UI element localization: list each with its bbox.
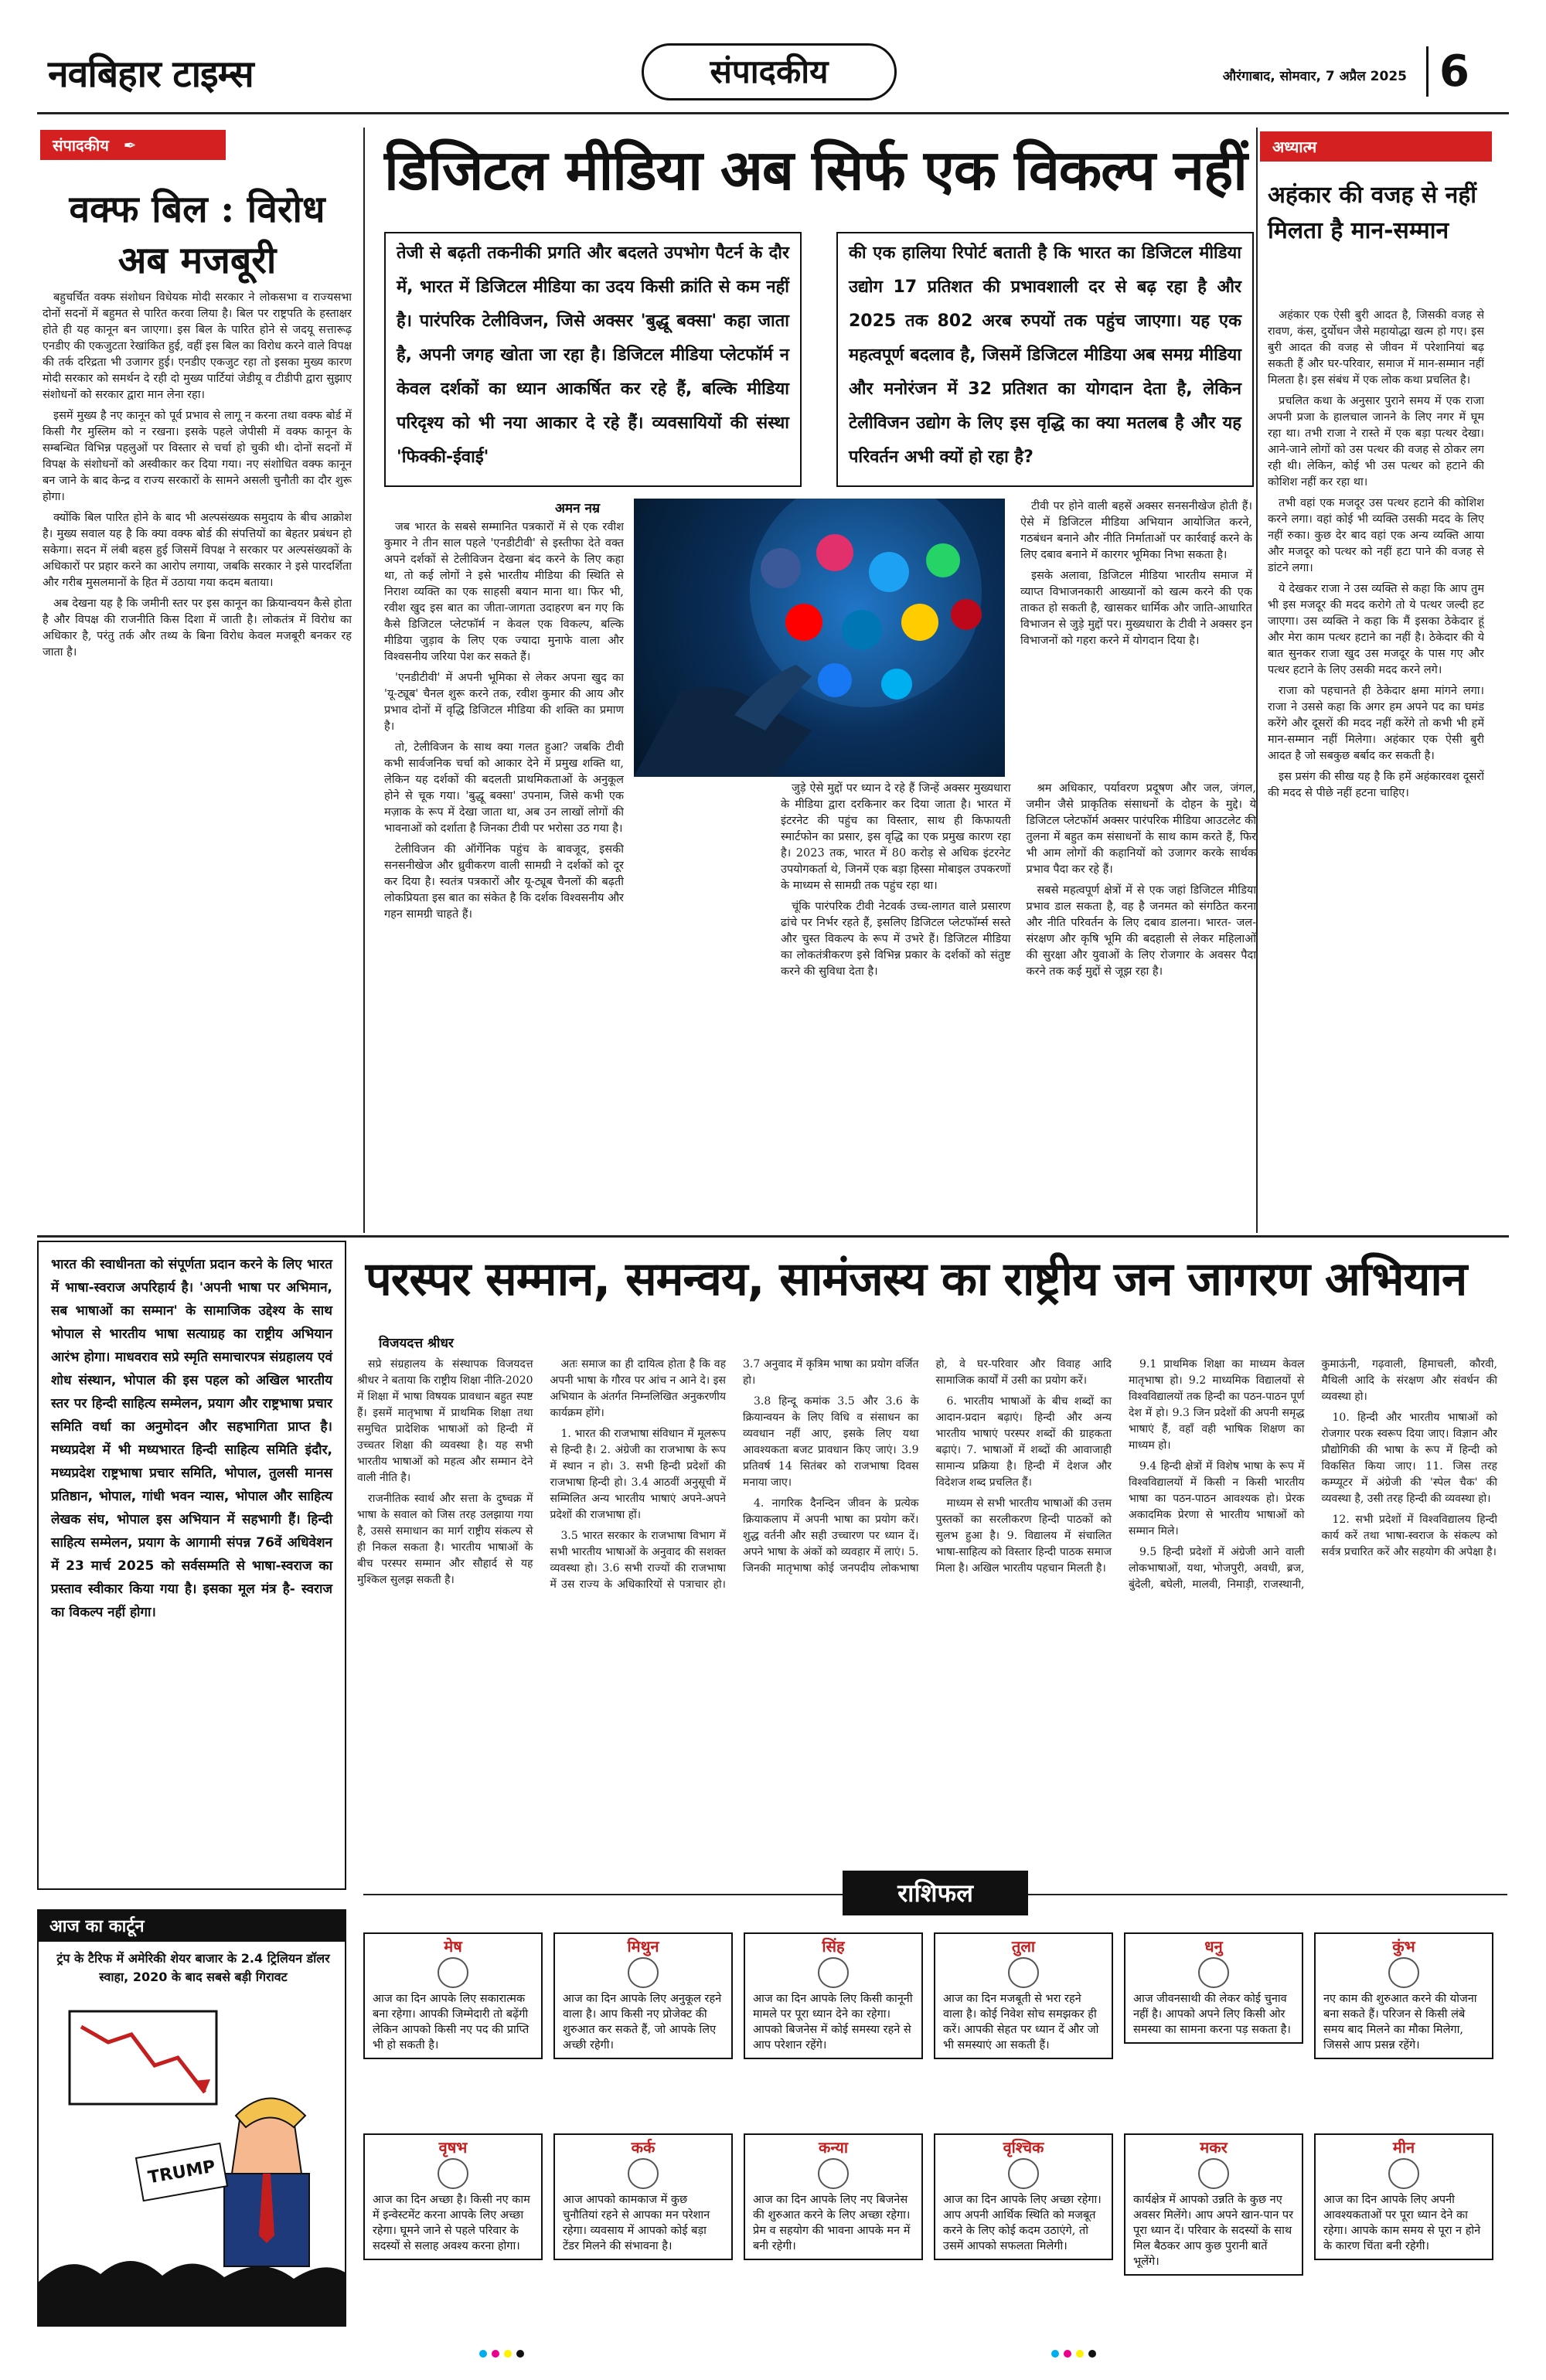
newspaper-name: नवबिहार टाइम्स	[48, 53, 254, 96]
story2-paragraph: माध्यम से सभी भारतीय भाषाओं की उत्तम पुस्तकों का सरलीकरण हिन्दी पाठकों को सुलभ हुआ है। 9. विद्यालय में संचालित भाषा-साहित्य को विस्तार हिन्दी पाठक समाज मिला है। अखिल भारतीय पहचान मिलती है।	[935, 1497, 1112, 1575]
section-title: संपादकीय	[642, 43, 897, 100]
lead-column-1	[384, 519, 624, 1231]
sign-name: मिथुन	[627, 1937, 659, 1956]
lead-paragraph: श्रम अधिकार, पर्यावरण प्रदूषण और जल, जंगल, जमीन जैसे प्राकृतिक संसाधनों के दोहन के मुद्दे। ये डिजिटल प्लेटफॉर्म अक्सर पारंपरिक मीडिया आउटलेट की तुलना में बहुत कम संसाधनों के साथ काम करते हैं, फिर भी आम लोगों की कहानियों को उजागर करके सार्थक प्रभाव पैदा कर रहे हैं।	[1026, 782, 1256, 876]
leo-icon	[818, 1957, 849, 1988]
sign-name: सिंह	[822, 1937, 845, 1956]
story2-body	[357, 1357, 1497, 1929]
cartoon-illustration	[39, 1942, 346, 2327]
rashifal-card-mithun	[553, 1932, 733, 2059]
lead-intro-right: की एक हालिया रिपोर्ट बताती है कि भारत का डिजिटल मीडिया उद्योग 17 प्रतिशत की प्रभावशाली दर से बढ़ रहा है और 2025 तक 802 अरब रुपयों तक पहुंच जाएगा। यह एक महत्वपूर्ण बदलाव है, जिसमें डिजिटल मीडिया अब समग्र मीडिया और मनोरंजन में 32 प्रतिशत का योगदान देता है, लेकिन टेलीविजन उद्योग के लिए इस वृद्धि का क्या मतलब है और यह परिवर्तन अभी क्यों हो रहा है?	[836, 232, 1254, 487]
rashifal-card-meen	[1314, 2133, 1493, 2260]
story2-paragraph: 9.5 हिन्दी प्रदेशों में अंग्रेजी आने वाली लोकभाषाओं, यथा, भोजपुरी, अवधी, ब्रज, बुंदेली, बघेली, मालवी, निमाड़ी, राजस्थानी, कुमाऊंनी, गढ़वाली, हिमाचली, कौरवी, मैथिली आदि के संरक्षण और संवर्धन की व्यवस्था हो।	[1129, 1358, 1497, 1591]
adhyatm-paragraph: राजा को पहचानते ही ठेकेदार क्षमा मांगने लगा। राजा ने उससे कहा कि अगर हम अपने पद का घमंड करेंगे और दूसरों की मदद नहीं करेंगे तो कभी भी हमें मान-सम्मान नहीं मिलेगा। अहंकार एक ऐसी बुरी आदत है जो सबकुछ बर्बाद कर सकती है।	[1268, 685, 1484, 762]
editorial-label-text: संपादकीय	[53, 136, 109, 155]
lead-headline: डिजिटल मीडिया अब सिर्फ एक विकल्प नहीं	[384, 138, 1247, 203]
editorial-paragraph: क्योंकि बिल पारित होने के बाद भी अल्पसंख्यक समुदाय के बीच आक्रोश है। मुख्य सवाल यह है कि क्या वक्फ बोर्ड की संपत्तियों का बेहतर प्रबंधन हो सकेगा। सदन में लंबी बहस हुई जिसमें विपक्ष ने सरकार पर अल्पसंख्यकों के अधिकारों पर प्रहार करने का आरोप लगाया, जबकि सरकार ने इसे पारदर्शिता और गरीब मुसलमानों के हित में उठाया गया कदम बताया।	[43, 512, 352, 589]
capricorn-icon	[1198, 2158, 1229, 2189]
lead-paragraph: टेलीविजन की ऑर्गेनिक पहुंच के बावजूद, इसकी सनसनीखेज और ध्रुवीकरण वाली सामग्री ने दर्शकों को दूर कर दिया है। स्वतंत्र पत्रकारों और यू-ट्यूब चैनलों की बढ़ती लोकप्रियता इस बात का संकेत है कि दर्शक विश्वसनीय और गहन सामग्री चाहते हैं।	[384, 843, 624, 921]
rashifal-card-dhanu	[1124, 1932, 1303, 2044]
sign-text: आज आपको कामकाज में कुछ चुनौतियां रहने से आपका मन परेशान रहेगा। व्यवसाय में आपको कोई बड़ा टेंडर मिलने की संभावना है।	[563, 2194, 710, 2252]
registration-dot	[516, 2350, 524, 2358]
story2-byline: विजयदत्त श्रीधर	[379, 1336, 454, 1351]
sign-text: आज का दिन अच्छा है। किसी नए काम में इन्वेस्टमेंट करना आपके लिए अच्छा रहेगा। घूमने जाने से पहले परिवार के सदस्यों से सलाह अवश्य करना होगा।	[373, 2194, 530, 2252]
cartoon-caption: ट्रंप के टैरिफ में अमेरिकी शेयर बाजार के 2.4 ट्रिलियन डॉलर स्वाहा, 2020 के बाद सबसे बड़ी गिरावट	[56, 1951, 330, 1984]
editorial-paragraph: इसमें मुख्य है नए कानून को पूर्व प्रभाव से लागू न करना तथा वक्फ बोर्ड में किसी गैर मुस्लिम को न रखना। इसके पहले जेपीसी में वक्फ कानून के सम्बन्धित विभिन्न पहलुओं पर विस्तार से चर्चा हो चुकी थी। दोनों सदनों में विपक्ष के संशोधनों को अस्वीकार कर दिया गया। नए संशोधित वक्फ कानून बन जाने के बाद केन्द्र व राज्य सरकारों के सामने असली चुनौती का दौर शुरू होगा।	[43, 410, 352, 503]
libra-icon	[1008, 1957, 1039, 1988]
taurus-icon	[438, 2158, 468, 2189]
editorial-headline: वक्फ बिल : विरोध अब मजबूरी	[69, 188, 325, 282]
lead-column-3	[1020, 499, 1252, 781]
lead-paragraph: जब भारत के सबसे सम्मानित पत्रकारों में से एक रवीश कुमार ने तीन साल पहले 'एनडीटीवी' से इस्तीफा देते वक्त अपने दर्शकों से टेलीविजन देखना बंद करने के लिए कहा था, तो कई लोगों ने इसे भारतीय मीडिया की स्थिति से निराश व्यक्ति का एक साहसी बयान माना था। फिर भी, रवीश खुद इस बात का जीता-जागता उदाहरण बन गए कि कैसे डिजिटल प्लेटफॉर्म न केवल एक विकल्प, बल्कि मीडिया जुड़ाव के लिए एक ज्यादा मुनाफे वाला और विश्वसनीय जरिया पेश कर सकते हैं।	[384, 521, 624, 663]
sign-name: कर्क	[631, 2138, 656, 2157]
lead-paragraph: तो, टेलीविजन के साथ क्या गलत हुआ? जबकि टीवी कभी सार्वजनिक चर्चा को आकार देने में प्रमुख शक्ति था, लेकिन यह दर्शकों की बदलती प्राथमिकताओं के अनुकूल होने से चूक गया। 'बुद्धू बक्सा' उपनाम, जिसे कभी एक मज़ाक के रूप में देखा जाता था, अब उन लाखों लोगों की भावनाओं को दर्शाता है जिनका टीवी पर भरोसा उठ गया है।	[384, 741, 624, 835]
lead-paragraph: चूंकि पारंपरिक टीवी नेटवर्क उच्च-लागत वाले प्रसारण ढांचे पर निर्भर रहते हैं, इसलिए डिजिटल प्लेटफॉर्म्स सस्ते और चुस्त विकल्प के रूप में उभरे हैं। डिजिटल मीडिया का लोकतंत्रीकरण इसे विभिन्न प्रकार के दर्शकों को संतुष्ट करने की सुविधा देता है।	[781, 901, 1011, 978]
cartoon-board-text: TRUMP	[146, 2157, 217, 2188]
editorial-paragraph: बहुचर्चित वक्फ संशोधन विधेयक मोदी सरकार ने लोकसभा व राज्यसभा दोनों सदनों में बहुमत से पारित करवा लिया है। बिल पर राष्ट्रपति के हस्ताक्षर होते ही यह कानून बन जाएगा। इस बिल के पारित होने से जदयू सत्तारूढ़ एनडीए की एकजुटता रेखांकित हुई, वहीं इस बिल का विरोध करने वाले विपक्ष की तर्क दरिद्रता भी उजागर हुई। एनडीए एकजुट रहा तो इसका मुख्य कारण मोदी सरकार को समर्थन दे रही दो मुख्य पार्टियां जेडीयू व टीडीपी द्वारा सुझाए संशोधनों को सरकार द्वारा मान लेना रहा।	[43, 291, 352, 401]
sign-text: आज का दिन आपके लिए अनुकूल रहने वाला है। आप किसी नए प्रोजेक्ट की शुरुआत कर सकते हैं, जो आपके लिए अच्छी रहेगी।	[563, 1993, 722, 2051]
cartoon-label: आज का कार्टून	[37, 1909, 346, 1942]
rashifal-card-makar	[1124, 2133, 1303, 2276]
sign-name: कन्या	[818, 2138, 849, 2157]
rashifal-card-vrishchik	[934, 2133, 1113, 2260]
story2-paragraph: 10. हिन्दी और भारतीय भाषाओं को रोजगार परक स्वरूप दिया जाए। विज्ञान और प्रौद्योगिकी की भाषा के रूप में हिन्दी को विकसित किया जाए। 11. जिस तरह कम्प्यूटर में अंग्रेजी की 'स्पेल चैक' की व्यवस्था है, उसी तरह हिन्दी की व्यवस्था हो।	[1321, 1411, 1497, 1505]
registration-dot	[1076, 2350, 1084, 2358]
rashifal-card-singh	[744, 1932, 923, 2059]
sign-text: नए काम की शुरुआत करने की योजना बना सकते हैं। परिजन से किसी लंबे समय बाद मिलने का मौका मिलेगा, जिससे आप प्रसन्न रहेंगे।	[1323, 1993, 1477, 2051]
sign-name: कुंभ	[1392, 1937, 1415, 1956]
adhyatm-paragraph: प्रचलित कथा के अनुसार पुराने समय में एक राजा अपनी प्रजा के हालचाल जानने के लिए नगर में घूम रहा था। तभी राजा ने रास्ते में एक बड़ा पत्थर देखा। आने-जाने लोगों को उस पत्थर की वजह से ठोकर लग रही थी। लेकिन, कोई भी उस पत्थर को हटाने की कोशिश नहीं कर रहा था।	[1268, 395, 1484, 489]
issue-date: औरंगाबाद, सोमवार, 7 अप्रैल 2025	[1222, 69, 1407, 84]
lead-intro-left: तेजी से बढ़ती तकनीकी प्रगति और बदलते उपभोग पैटर्न के दौर में, भारत में डिजिटल मीडिया का उदय किसी क्रांति से कम नहीं है। पारंपरिक टेलीविजन, जिसे अक्सर 'बुद्धू बक्सा' कहा जाता है, अपनी जगह खोता जा रहा है। डिजिटल मीडिया प्लेटफॉर्म न केवल दर्शकों का ध्यान आकर्षित कर रहे हैं, बल्कि मीडिया परिदृश्य को भी नया आकार दे रहे हैं। व्यवसायियों की संस्था 'फिक्की-ईवाई'	[384, 232, 802, 487]
registration-dot	[492, 2350, 499, 2358]
lead-paragraph: टीवी पर होने वाली बहसें अक्सर सनसनीखेज होती हैं। ऐसे में डिजिटल मीडिया अभियान आयोजित करने, गठबंधन बनाने और नीति निर्माताओं पर कार्रवाई करने के लिए दबाव बनाने में कारगर भूमिका निभा सकता है।	[1020, 500, 1252, 561]
rashifal-card-kark	[553, 2133, 733, 2260]
registration-dot	[1088, 2350, 1096, 2358]
editorial-body	[43, 290, 352, 1233]
cancer-icon	[628, 2158, 659, 2189]
adhyatm-paragraph: ये देखकर राजा ने उस व्यक्ति से कहा कि आप तुम भी इस मजदूर की मदद करोगे तो ये पत्थर जल्दी हट जाएगा। उस व्यक्ति ने कहा कि मैं इसका ठेकेदार हूं और मेरा काम पत्थर हटाने का नहीं है। ठेकेदार की ये बात सुनकर राजा खुद उस मजदूर के पास गए और पत्थर हटाने के लिए उसकी मदद करने लगे।	[1268, 583, 1484, 676]
virgo-icon	[818, 2158, 849, 2189]
story2-side-box: भारत की स्वाधीनता को संपूर्णता प्रदान करने के लिए भारत में भाषा-स्वराज अपरिहार्य है। 'अपनी भाषा पर अभिमान, सब भाषाओं का सम्मान' के सामाजिक उद्देश्य के साथ भोपाल से भारतीय भाषा सत्याग्रह का राष्ट्रीय अभियान आरंभ होगा। माधवराव सप्रे स्मृति समाचारपत्र संग्रहालय एवं शोध संस्थान, भोपाल की इस पहल को अखिल भारतीय स्तर पर हिन्दी साहित्य सम्मेलन, प्रयाग और राष्ट्रभाषा प्रचार समिति वर्धा का अनुमोदन और सहभागिता प्राप्त है। मध्यप्रदेश में भी मध्यभारत हिन्दी साहित्य समिति इंदौर, मध्यप्रदेश राष्ट्रभाषा प्रचार समिति, भोपाल, तुलसी मानस प्रतिष्ठान, भोपाल, गांधी भवन न्यास, भोपाल और साहित्य लेखक संघ, भोपाल इस अभियान में सहभागी हैं। हिन्दी साहित्य सम्मेलन, प्रयाग के आगामी संपन्न 76वें अधिवेशन में 23 मार्च 2025 को सर्वसम्मति से भाषा-स्वराज का प्रस्ताव स्वीकार किया गया है। इसका मूल मंत्र है- स्वराज का विकल्प नहीं होगा।	[37, 1241, 346, 1890]
sign-text: आज का दिन आपके लिए किसी कानूनी मामले पर पूरा ध्यान देने का रहेगा। आपको बिजनेस में कोई समस्या रहने से आप परेशान रहेंगे।	[753, 1993, 913, 2051]
adhyatm-headline: अहंकार की वजह से नहीं मिलता है मान-सम्मान	[1268, 182, 1477, 244]
aries-icon	[438, 1957, 468, 1988]
adhyatm-paragraph: तभी वहां एक मजदूर उस पत्थर हटाने की कोशिश करने लगा। वहां कोई भी व्यक्ति उसकी मदद के लिए नहीं रुका। कुछ देर बाद वहां एक अन्य व्यक्ति आया और मजदूर को पत्थर को नहीं हटा पाने की वजह से डांटने लगा।	[1268, 497, 1484, 574]
sign-name: धनु	[1204, 1937, 1223, 1956]
scorpio-icon	[1008, 2158, 1039, 2189]
story2-paragraph: 3.8 हिन्दू कमांक 3.5 और 3.6 के क्रियान्वयन के लिए विधि व संसाधन का व्यवधान नहीं आए, इसके लिए यथा आवश्यकता बजट प्रावधान किए जाएं। 3.9 प्रतिवर्ष 14 सितंबर को राजभाषा दिवस मनाया जाए।	[743, 1395, 919, 1489]
pen-icon: ✒	[123, 136, 137, 155]
lead-image	[634, 499, 1005, 777]
story2-paragraph: 9.1 प्राथमिक शिक्षा का माध्यम केवल मातृभाषा हो। 9.2 माध्यमिक विद्यालयों से विश्वविद्यालयों तक हिन्दी का पठन-पाठन पूर्ण देश में हो। 9.3 जिन प्रदेशों की अपनी समृद्ध भाषाएं हैं, वहाँ वही भाषिक शिक्षण का माध्यम हो।	[1129, 1358, 1305, 1452]
lead-column-2	[781, 781, 1256, 1237]
sign-name: तुला	[1011, 1937, 1036, 1956]
story2-paragraph: 9.4 हिन्दी क्षेत्रों में विशेष भाषा के रूप में विश्वविद्यालयों में किसी न किसी भारतीय भाषा का पठन-पाठन आवश्यक हो। प्रेरक अकादमिक प्रेरणा से भारतीय भाषाओं को सम्मान मिले।	[1129, 1460, 1305, 1537]
sign-name: मीन	[1392, 2138, 1415, 2157]
masthead-rule	[37, 112, 1509, 114]
lead-paragraph: 'एनडीटीवी' में अपनी भूमिका से लेकर अपना खुद का 'यू-ट्यूब' चैनल शुरू करने तक, रवीश कुमार की आय और प्रभाव दोनों में वृद्धि डिजिटल मीडिया की शक्ति का प्रमाण है।	[384, 672, 624, 733]
story2-paragraph: 1. भारत की राजभाषा संविधान में मूलरूप से हिन्दी है। 2. अंग्रेजी का राजभाषा के रूप में स्थान न हो। 3. सभी हिन्दी प्रदेशों की राजभाषा हिन्दी हो। 3.4 आठवीं अनुसूची में सम्मिलित अन्य भारतीय भाषाएं अपने-अपने प्रदेशों की राजभाषा हों।	[550, 1428, 726, 1521]
adhyatm-body	[1268, 308, 1484, 1220]
sign-text: आज का दिन आपके लिए अपनी आवश्यकताओं पर पूरा ध्यान देने का रहेगा। आपके काम समय से पूरा न होने के कारण चिंता बनी रहेगी।	[1323, 2194, 1481, 2252]
story2-paragraph: 4. नागरिक दैनन्दिन जीवन के प्रत्येक क्रियाकलाप में अपनी भाषा का प्रयोग करें। शुद्ध वर्तनी और सही उच्चारण पर ध्यान दें। अपने भाषा के अंकों को व्यवहार में लाएं। 5. जिनकी मातृभाषा कोई जनपदीय लोकभाषा हो, वे घर-परिवार और विवाह आदि सामाजिक कार्यों में उसी का प्रयोग करें।	[743, 1358, 1112, 1575]
editorial-paragraph: अब देखना यह है कि जमीनी स्तर पर इस कानून का क्रियान्वयन कैसे होता है और विपक्ष की राजनीति किस दिशा में जाती है। लोकतंत्र में विरोध का अधिकार है, परंतु तर्क और तथ्य के बिना विरोध केवल मजबूरी बनकर रह जाता है।	[43, 598, 352, 659]
cartoon	[37, 1940, 346, 2327]
sign-name: वृषभ	[438, 2138, 468, 2157]
story2-headline: परस्पर सम्मान, समन्वय, सामंजस्य का राष्ट्रीय जन जागरण अभियान	[365, 1252, 1467, 1306]
sign-text: कार्यक्षेत्र में आपको उन्नति के कुछ नए अवसर मिलेंगे। आप अपने खान-पान पर पूरा ध्यान दें। परिवार के सदस्यों के साथ मिल बैठकर आप कुछ पुरानी बातें भूलेंगे।	[1133, 2194, 1294, 2268]
sign-name: वृश्चिक	[1003, 2138, 1044, 2157]
adhyatm-paragraph: इस प्रसंग की सीख यह है कि हमें अहंकारवश दूसरों की मदद से पीछे नहीं हटना चाहिए।	[1268, 771, 1484, 799]
lead-paragraph: जुड़े ऐसे मुद्दों पर ध्यान दे रहे हैं जिन्हें अक्सर मुख्यधारा के मीडिया द्वारा दरकिनार कर दिया जाता है। भारत में इंटरनेट की पहुंच का विस्तार, साथ ही किफायती स्मार्टफोन का प्रसार, इस वृद्धि का एक प्रमुख कारण रहा है। 2023 तक, भारत में 80 करोड़ से अधिक इंटरनेट उपयोगकर्ता थे, जिनमें एक बड़ा हिस्सा मोबाइल उपकरणों के माध्यम से सामग्री तक पहुंच रहा था।	[781, 782, 1011, 892]
rashifal-card-kumbh	[1314, 1932, 1493, 2059]
adhyatm-label: अध्यात्म	[1260, 131, 1492, 162]
lead-byline: अमन नम्र	[554, 501, 601, 516]
rashifal-card-vrishabh	[363, 2133, 543, 2260]
sign-text: आज का दिन आपके लिए नए बिजनेस की शुरुआत करने के लिए अच्छा रहेगा। प्रेम व सहयोग की भावना आपके मन में बनी रहेगी।	[753, 2194, 911, 2252]
pisces-icon	[1388, 2158, 1419, 2189]
story2-paragraph: अतः समाज का ही दायित्व होता है कि वह अपनी भाषा के गौरव पर आंच न आने दे। इस अभियान के अंतर्गत निम्नलिखित अनुकरणीय कार्यक्रम होंगे।	[550, 1358, 726, 1419]
section-rule	[37, 1235, 1509, 1238]
gemini-icon	[628, 1957, 659, 1988]
registration-dot	[504, 2350, 512, 2358]
sign-text: आज जीवनसाथी की लेकर कोई चुनाव नहीं है। आपको अपने लिए किसी ओर समस्या का सामना करना पड़ सकता है।	[1133, 1993, 1291, 2036]
rashifal-card-tula	[934, 1932, 1113, 2059]
rashifal-title: राशिफल	[843, 1871, 1028, 1915]
editorial-label	[40, 130, 226, 160]
rashifal-card-mesh	[363, 1932, 543, 2059]
aquarius-icon	[1388, 1957, 1419, 1988]
registration-dot	[479, 2350, 487, 2358]
story2-paragraph: सप्रे संग्रहालय के संस्थापक विजयदत्त श्रीधर ने बताया कि राष्ट्रीय शिक्षा नीति-2020 में शिक्षा में भाषा विषयक प्रावधान बहुत स्पष्ट हैं। इसमें मातृभाषा में प्राथमिक शिक्षा तथा समुचित प्रादेशिक भाषाओं को हिन्दी में उच्चतर शिक्षा की व्यवस्था है। यह सभी भारतीय भाषाओं को महत्व और सम्मान देने वाली नीति है।	[357, 1358, 533, 1484]
adhyatm-paragraph: अहंकार एक ऐसी बुरी आदत है, जिसकी वजह से रावण, कंस, दुर्योधन जैसे महायोद्धा खत्म हो गए। इस बुरी आदत की वजह से जीवन में परेशानियां बढ़ सकती हैं और घर-परिवार, समाज में मान-सम्मान नहीं मिलता है। इस संबंध में एक लोक कथा प्रचलित है।	[1268, 309, 1484, 386]
sign-text: आज का दिन मजबूती से भरा रहने वाला है। कोई निवेश सोच समझकर ही करें। आपकी सेहत पर ध्यान दें और जो भी समस्याएं आ सकती हैं।	[943, 1993, 1099, 2051]
sagittarius-icon	[1198, 1957, 1229, 1988]
column-rule	[363, 128, 365, 1233]
lead-paragraph: सबसे महत्वपूर्ण क्षेत्रों में से एक जहां डिजिटल मीडिया प्रभाव डाल सकता है, वह है जनमत को संगठित करना और नीति परिवर्तन के लिए दबाव डालना। भारत- जल-संरक्षण और कृषि भूमि की बदहाली से लेकर महिलाओं की सुरक्षा और युवाओं के लिए रोजगार के अवसर पैदा करने तक कई मुद्दों से जूझ रहा है।	[1026, 884, 1256, 978]
social-media-icons-illustration	[634, 499, 1005, 777]
rashifal-card-kanya	[744, 2133, 923, 2260]
story2-paragraph: 12. सभी प्रदेशों में विश्वविद्यालय हिन्दी कार्य करें तथा भाषा-स्वराज के संकल्प को सर्वत्र प्रचारित करें और सहयोग की अपेक्षा है।	[1321, 1513, 1497, 1558]
story2-paragraph: राजनीतिक स्वार्थ और सत्ता के दुष्चक्र में भाषा के सवाल को जिस तरह उलझाया गया है, उससे समाधान का मार्ग राष्ट्रीय संकल्प से ही निकल सकता है। भारतीय भाषाओं के बीच परस्पर सम्मान और सौहार्द से यह मुश्किल सुलझ सकती है।	[357, 1493, 533, 1586]
sign-name: मकर	[1200, 2138, 1228, 2157]
lead-paragraph: इसके अलावा, डिजिटल मीडिया भारतीय समाज में व्याप्त विभाजनकारी आख्यानों को खत्म करने की एक ताकत हो सकती है, खासकर धार्मिक और जाति-आधारित विभाजन से जुड़े मुद्दों पर। मुख्यधारा के टीवी ने अक्सर इन विभाजनों को गहरा करने में योगदान दिया है।	[1020, 570, 1252, 647]
column-rule	[1256, 128, 1258, 1233]
sign-name: मेष	[444, 1937, 462, 1956]
sign-text: आज का दिन आपके लिए सकारात्मक बना रहेगा। आपकी जिम्मेदारी तो बढ़ेंगी लेकिन आपको किसी नए पद की प्राप्ति भी हो सकती है।	[373, 1993, 530, 2051]
registration-dot	[1051, 2350, 1059, 2358]
page-number: 6	[1426, 46, 1480, 97]
sign-text: आज का दिन आपके लिए अच्छा रहेगा। आप अपनी आर्थिक स्थिति को मजबूत करने के लिए कोई कदम उठाएंगे, तो उसमें आपको सफलता मिलेगी।	[943, 2194, 1102, 2252]
registration-dot	[1064, 2350, 1071, 2358]
story2-paragraph: 3.5 भारत सरकार के राजभाषा विभाग में सभी भारतीय भाषाओं के अनुवाद की सशक्त व्यवस्था हो। 3.6 सभी राज्यों की राजभाषा में उस राज्य के अधिकारियों से पत्राचार हो। 3.7 अनुवाद में कृत्रिम भाषा का प्रयोग वर्जित हो।	[550, 1358, 919, 1591]
story2-paragraph: 6. भारतीय भाषाओं के बीच शब्दों का आदान-प्रदान बढ़ाएं। हिन्दी और अन्य भारतीय भाषाएं परस्पर शब्दों की ग्राहकता बढ़ाएं। 7. भाषाओं में शब्दों की आवाजाही सामान्य प्रक्रिया है। हिन्दी में देशज और विदेशज शब्द प्रचलित हैं।	[935, 1395, 1112, 1489]
